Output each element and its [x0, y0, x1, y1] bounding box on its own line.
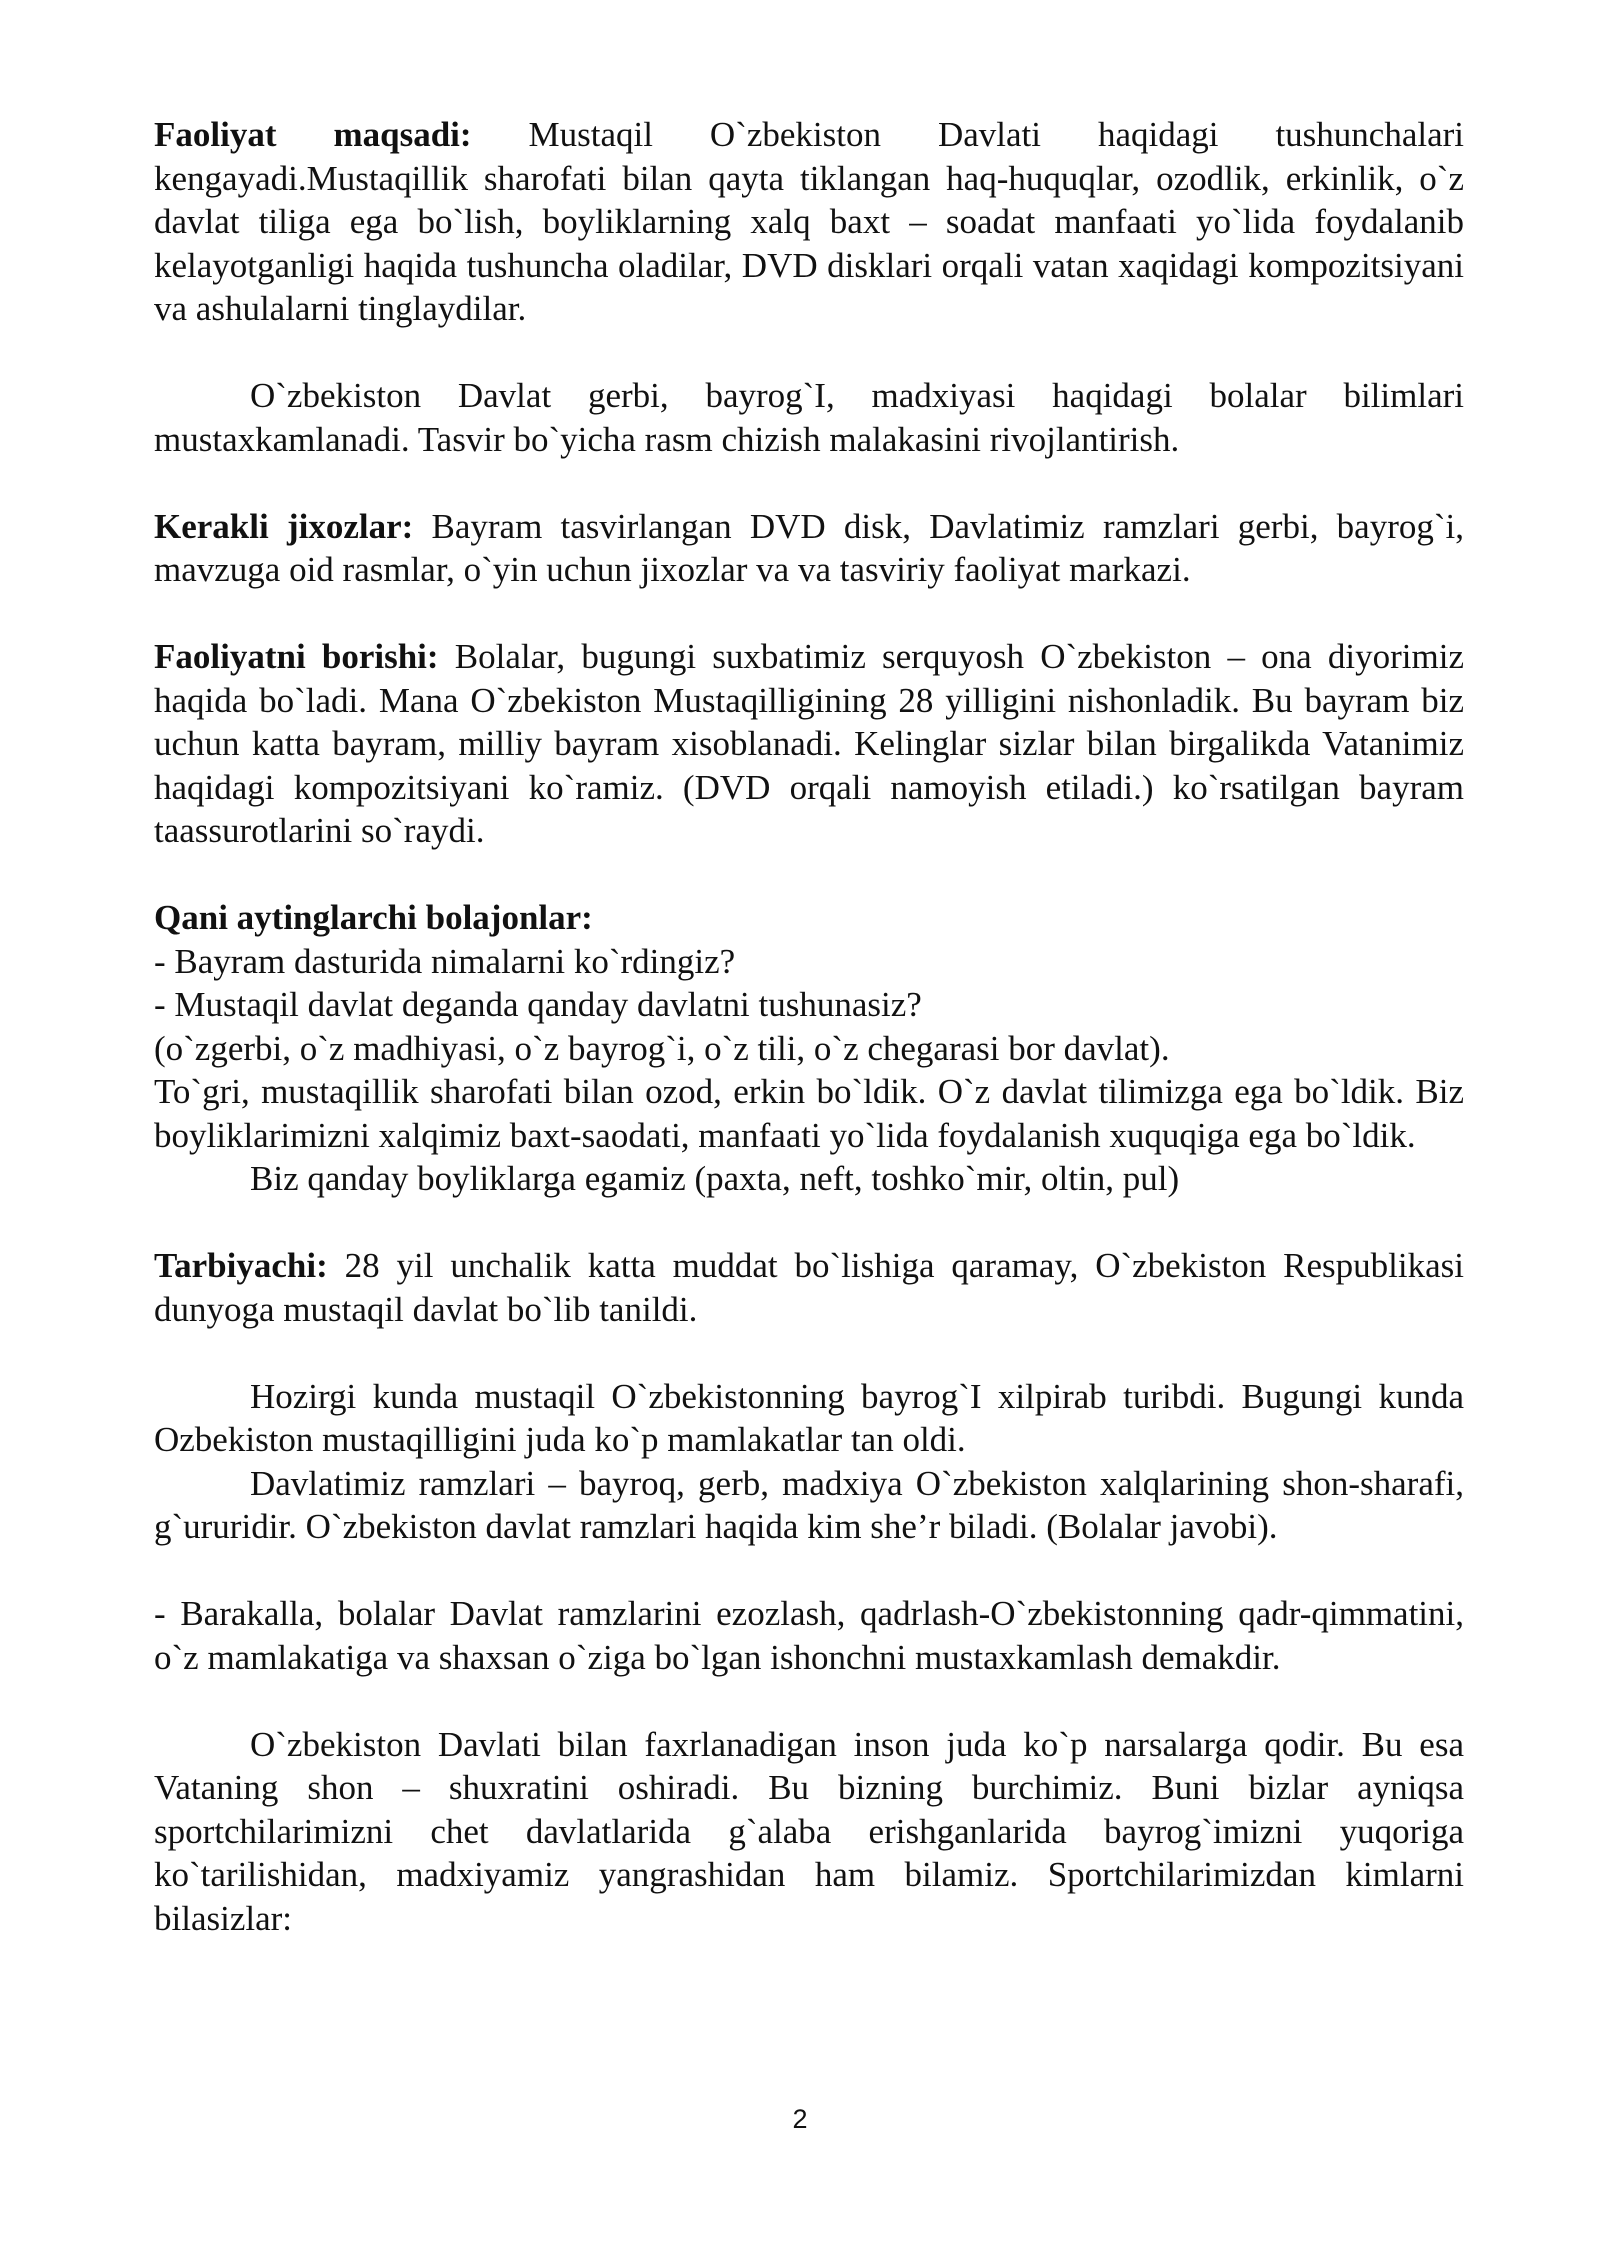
- question-line: Biz qanday boyliklarga egamiz (paxta, neft, toshko`mir, oltin, pul): [250, 1159, 1180, 1198]
- answer-paragraph: To`gri, mustaqillik sharofati bilan ozod, erkin bo`ldik. O`z davlat tilimizga ega bo`ldik. Biz boyliklarimizni xalqimiz baxt-saodati, manfaati yo`lida foydalanish xuquqiga ega bo`ldik.: [154, 1072, 1464, 1155]
- text-activity-course: Bolalar, bugungi suxbatimiz serquyosh O`zbekiston – ona diyorimiz haqida bo`ladi. Mana O`zbekiston Mustaqilligining 28 yilligini nishonladik. Bu bayram biz uchun katta bayram, milliy bayram xisoblanadi. Kelinglar sizlar bilan birgalikda Vatanimiz haqidagi kompozitsiyani ko`ramiz. (DVD orqali namoyish etiladi.) ko`rsatilgan bayram taassurotlarini so`raydi.: [154, 637, 1464, 850]
- page-body: [154, 113, 1464, 1940]
- paragraph-activity-goal: [154, 113, 1464, 331]
- heading-questions: Qani aytinglarchi bolajonlar:: [154, 898, 593, 937]
- paragraph-pride: O`zbekiston Davlati bilan faxrlanadigan inson juda ko`p narsalarga qodir. Bu esa Vataning shon – shuxratini oshiradi. Bu bizning burchimiz. Buni bizlar ayniqsa sportchilarimizni chet davlatlarida g`alaba erishganlarida bayrog`imizni yuqoriga ko`tarilishidan, madxiyamiz yangrashidan ham bilamiz. Sportchilarimizdan kimlarni bilasizlar:: [154, 1724, 1464, 1938]
- label-activity-goal: Faoliyat maqsadi:: [154, 115, 472, 154]
- text-educator: 28 yil unchalik katta muddat bo`lishiga qaramay, O`zbekiston Respublikasi dunyoga mustaqil davlat bo`lib tanildi.: [154, 1246, 1464, 1329]
- label-educator: Tarbiyachi:: [154, 1246, 328, 1285]
- paragraph-educator: [154, 1244, 1464, 1331]
- paragraph-equipment: [154, 505, 1464, 592]
- question-line: - Bayram dasturida nimalarni ko`rdingiz?: [154, 941, 736, 981]
- paragraph-symbols: Davlatimiz ramzlari – bayroq, gerb, madxiya O`zbekiston xalqlarining shon-sharafi, g`ururidir. O`zbekiston davlat ramzlari haqida kim she’r biladi. (Bolalar javobi).: [154, 1463, 1464, 1546]
- text-equipment: Bayram tasvirlangan DVD disk, Davlatimiz ramzlari gerbi, bayrog`i, mavzuga oid rasmlar, o`yin uchun jixozlar va va tasviriy faoliyat markazi.: [154, 506, 1464, 589]
- label-activity-course: Faoliyatni borishi:: [154, 637, 439, 676]
- answer-line: (o`zgerbi, o`z madhiyasi, o`z bayrog`i, o`z tili, o`z chegarasi bor davlat).: [154, 1028, 1170, 1068]
- paragraph-state-symbols: O`zbekiston Davlat gerbi, bayrog`I, madxiyasi haqidagi bolalar bilimlari mustaxkamlanadi. Tasvir bo`yicha rasm chizish malakasini rivojlantirish.: [154, 376, 1464, 459]
- label-equipment: Kerakli jixozlar:: [154, 506, 414, 546]
- paragraph-praise: - Barakalla, bolalar Davlat ramzlarini ezozlash, qadrlash-O`zbekistonning qadr-qimmatini, o`z mamlakatiga va shaxsan o`ziga bo`lgan ishonchni mustaxkamlash demakdir.: [154, 1594, 1464, 1677]
- text-activity-goal: Mustaqil O`zbekiston Davlati haqidagi tushunchalari kengayadi.Mustaqillik sharofati bilan qayta tiklangan haq-huquqlar, ozodlik, erkinlik, o`z davlat tiliga ega bo`lish, boyliklarning xalq baxt – soadat manfaati yo`lida foydalanib kelayotganligi haqida tushuncha oladilar, DVD disklari orqali vatan xaqidagi kompozitsiyani va ashulalarni tinglaydilar.: [154, 115, 1464, 328]
- question-line: - Mustaqil davlat deganda qanday davlatni tushunasiz?: [154, 985, 922, 1024]
- page-number: 2: [792, 2104, 808, 2134]
- paragraph-flag: Hozirgi kunda mustaqil O`zbekistonning bayrog`I xilpirab turibdi. Bugungi kunda Ozbekiston mustaqilligini juda ko`p mamlakatlar tan oldi.: [154, 1376, 1464, 1459]
- paragraph-activity-course: [154, 635, 1464, 853]
